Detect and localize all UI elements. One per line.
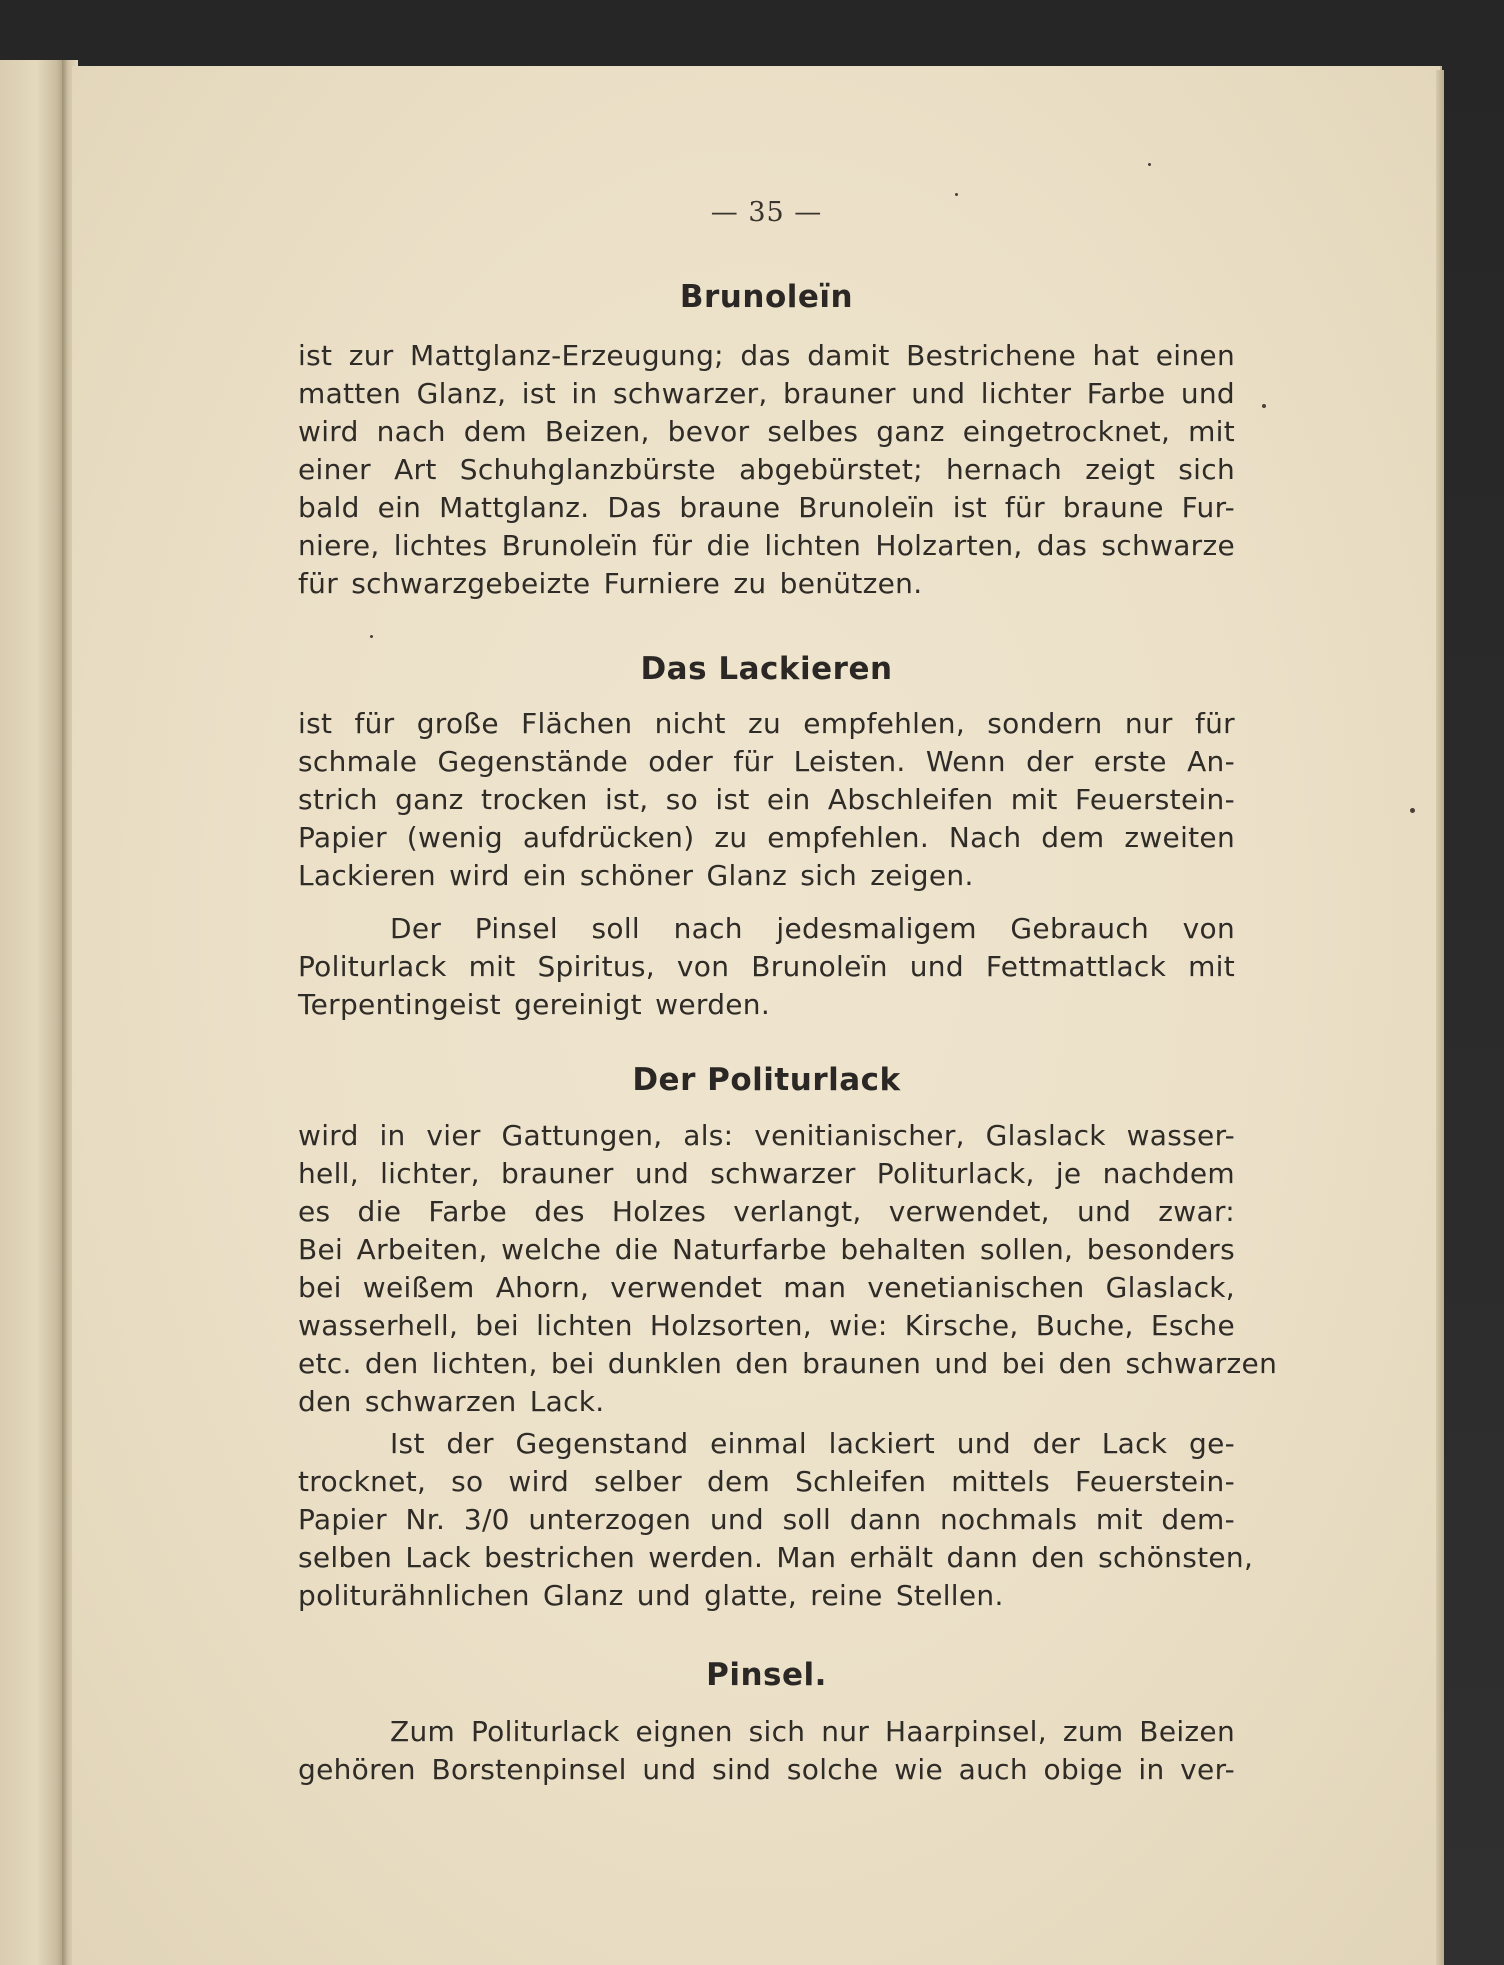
text-line: Terpentingeist gereinigt werden. (298, 988, 771, 1021)
paragraph-pinsel-reinigung (298, 910, 1235, 1024)
text-line: selben Lack bestrichen werden. Man erhält dann den schönsten, (298, 1541, 1254, 1574)
text-line: matten Glanz, ist in schwarzer, brauner und lichter Farbe und (298, 377, 1235, 410)
text-line: ist zur Mattglanz-Erzeugung; das damit Bestrichene hat einen (298, 339, 1235, 372)
text-line: Der Pinsel soll nach jedesmaligem Gebrauch von (390, 912, 1235, 945)
text-line: den schwarzen Lack. (298, 1385, 605, 1418)
paper-speck (1262, 404, 1266, 408)
section-heading-lackieren: Das Lackieren (640, 651, 893, 687)
text-line: es die Farbe des Holzes verlangt, verwendet, und zwar: (298, 1195, 1235, 1228)
text-line: niere, lichtes Brunoleïn für die lichten Holzarten, das schwarze (298, 529, 1235, 562)
paragraph-pinsel (298, 1713, 1235, 1789)
text-line: Zum Politurlack eignen sich nur Haarpinsel, zum Beizen (390, 1715, 1235, 1748)
text-line: Politurlack mit Spiritus, von Brunoleïn und Fettmattlack mit (298, 950, 1235, 983)
text-line: Lackieren wird ein schöner Glanz sich zeigen. (298, 859, 974, 892)
paragraph-brunolein (298, 337, 1235, 603)
text-line: Papier Nr. 3/0 unterzogen und soll dann nochmals mit dem- (298, 1503, 1235, 1536)
page-number: — 35 — (710, 197, 823, 228)
text-line: gehören Borstenpinsel und sind solche wie auch obige in ver- (298, 1753, 1235, 1786)
paper-speck (1410, 808, 1415, 813)
text-line: Ist der Gegenstand einmal lackiert und der Lack ge- (390, 1427, 1235, 1460)
text-line: Papier (wenig aufdrücken) zu empfehlen. Nach dem zweiten (298, 821, 1235, 854)
paragraph-politurlack (298, 1117, 1278, 1421)
paragraph-lackieren (298, 705, 1235, 895)
text-line: ist für große Flächen nicht zu empfehlen, sondern nur für (298, 707, 1235, 740)
text-line: bei weißem Ahorn, verwendet man venetianischen Glaslack, (298, 1271, 1235, 1304)
paper-speck (370, 635, 373, 638)
paper-speck (1148, 163, 1151, 166)
text-line: hell, lichter, brauner und schwarzer Politurlack, je nachdem (298, 1157, 1235, 1190)
text-line: einer Art Schuhglanzbürste abgebürstet; hernach zeigt sich (298, 453, 1235, 486)
paragraph-politurlack-schleifen (298, 1425, 1254, 1615)
section-heading-pinsel: Pinsel. (706, 1657, 827, 1693)
text-line: strich ganz trocken ist, so ist ein Abschleifen mit Feuerstein- (298, 783, 1235, 816)
section-heading-politurlack: Der Politurlack (632, 1062, 901, 1098)
text-line: etc. den lichten, bei dunklen den braunen und bei den schwarzen (298, 1347, 1278, 1380)
page-right-edge (1436, 70, 1444, 1965)
left-page-edge (0, 60, 66, 1965)
text-line: bald ein Mattglanz. Das braune Brunoleïn ist für braune Fur- (298, 491, 1235, 524)
paper-speck (955, 193, 958, 196)
text-line: wasserhell, bei lichten Holzsorten, wie: Kirsche, Buche, Esche (298, 1309, 1235, 1342)
section-heading-brunolein: Brunoleïn (679, 279, 854, 315)
text-line: schmale Gegenstände oder für Leisten. Wenn der erste An- (298, 745, 1235, 778)
text-line: Bei Arbeiten, welche die Naturfarbe behalten sollen, besonders (298, 1233, 1235, 1266)
text-line: wird nach dem Beizen, bevor selbes ganz eingetrocknet, mit (298, 415, 1235, 448)
text-line: trocknet, so wird selber dem Schleifen mittels Feuerstein- (298, 1465, 1235, 1498)
text-line: politurähnlichen Glanz und glatte, reine Stellen. (298, 1579, 1004, 1612)
text-line: wird in vier Gattungen, als: venitianischer, Glaslack wasser- (298, 1119, 1235, 1152)
text-line: für schwarzgebeizte Furniere zu benützen. (298, 567, 923, 600)
